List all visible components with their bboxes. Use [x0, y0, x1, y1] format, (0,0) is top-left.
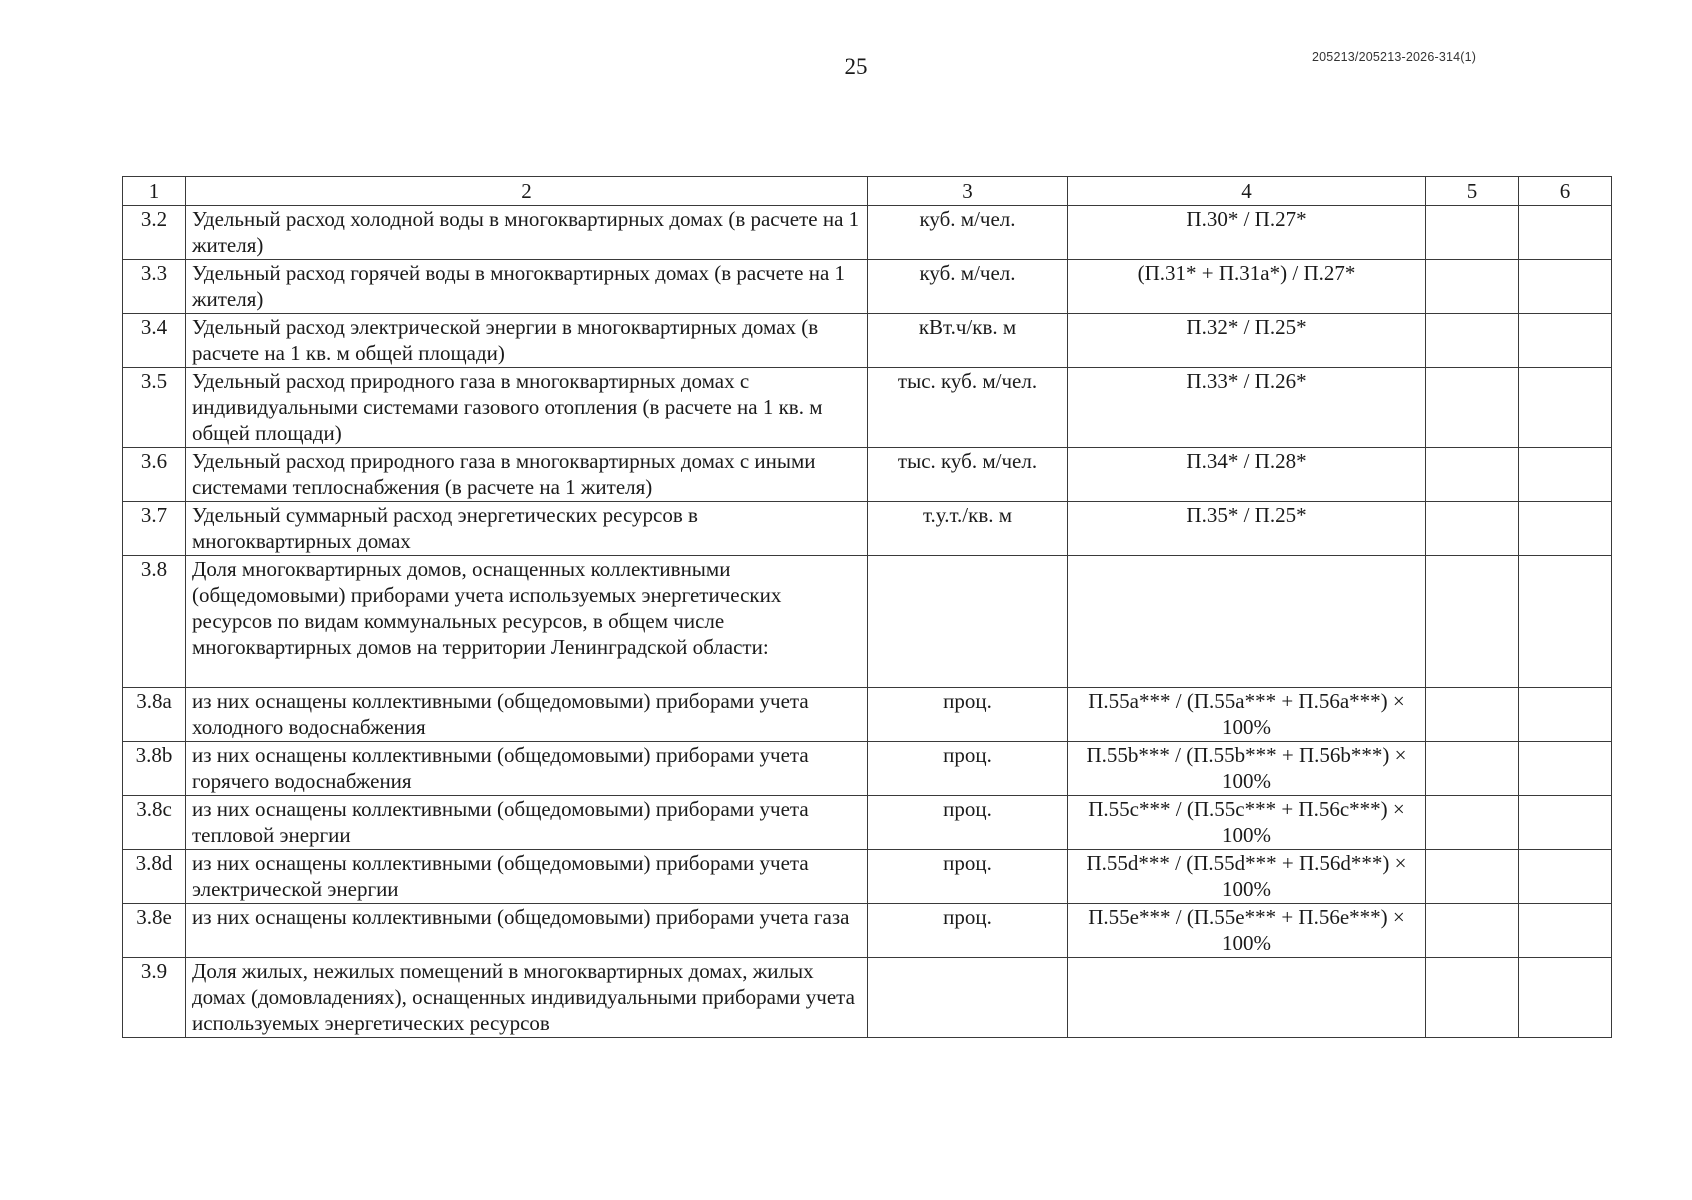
row-col5	[1426, 742, 1519, 796]
row-description: Доля многоквартирных домов, оснащенных коллективными (общедомовыми) приборами учета используемых энергетических ресурсов по видам коммунальных ресурсов, в общем числе многоквартирных домов на территории Ленинградской области:	[186, 556, 868, 688]
row-unit	[868, 556, 1068, 688]
row-formula: (П.31* + П.31а*) / П.27*	[1068, 260, 1426, 314]
row-col5	[1426, 368, 1519, 448]
row-formula: П.55e*** / (П.55e*** + П.56e***) × 100%	[1068, 904, 1426, 958]
row-number: 3.8a	[123, 688, 186, 742]
row-col6	[1519, 556, 1612, 688]
row-description: Удельный расход природного газа в многоквартирных домах с иными системами теплоснабжения (в расчете на 1 жителя)	[186, 448, 868, 502]
row-formula: П.35* / П.25*	[1068, 502, 1426, 556]
row-description: из них оснащены коллективными (общедомовыми) приборами учета горячего водоснабжения	[186, 742, 868, 796]
table-row	[123, 850, 1612, 904]
row-col5	[1426, 206, 1519, 260]
row-description: Удельный расход холодной воды в многоквартирных домах (в расчете на 1 жителя)	[186, 206, 868, 260]
column-header: 6	[1519, 177, 1612, 206]
row-unit: проц.	[868, 742, 1068, 796]
row-col5	[1426, 850, 1519, 904]
row-unit	[868, 958, 1068, 1038]
row-col6	[1519, 260, 1612, 314]
row-description: Удельный расход природного газа в многоквартирных домах с индивидуальными системами газового отопления (в расчете на 1 кв. м общей площади)	[186, 368, 868, 448]
column-header: 5	[1426, 177, 1519, 206]
row-col6	[1519, 742, 1612, 796]
row-col5	[1426, 556, 1519, 688]
row-description: Доля жилых, нежилых помещений в многоквартирных домах, жилых домах (домовладениях), оснащенных индивидуальными приборами учета используемых энергетических ресурсов	[186, 958, 868, 1038]
row-col5	[1426, 260, 1519, 314]
row-col6	[1519, 314, 1612, 368]
table-row	[123, 206, 1612, 260]
table-row	[123, 796, 1612, 850]
table-header-row	[123, 177, 1612, 206]
column-header: 1	[123, 177, 186, 206]
row-description: из них оснащены коллективными (общедомовыми) приборами учета электрической энергии	[186, 850, 868, 904]
row-col6	[1519, 502, 1612, 556]
row-col6	[1519, 368, 1612, 448]
row-unit: тыс. куб. м/чел.	[868, 368, 1068, 448]
table-row	[123, 314, 1612, 368]
column-header: 2	[186, 177, 868, 206]
table-row	[123, 958, 1612, 1038]
table-row	[123, 448, 1612, 502]
row-unit: проц.	[868, 688, 1068, 742]
table-row	[123, 556, 1612, 688]
row-description: из них оснащены коллективными (общедомовыми) приборами учета тепловой энергии	[186, 796, 868, 850]
row-number: 3.5	[123, 368, 186, 448]
row-unit: проц.	[868, 796, 1068, 850]
row-number: 3.4	[123, 314, 186, 368]
row-formula: П.55a*** / (П.55a*** + П.56a***) × 100%	[1068, 688, 1426, 742]
table-row	[123, 688, 1612, 742]
row-unit: куб. м/чел.	[868, 260, 1068, 314]
row-description: Удельный расход электрической энергии в многоквартирных домах (в расчете на 1 кв. м общей площади)	[186, 314, 868, 368]
row-unit: проц.	[868, 850, 1068, 904]
row-unit: проц.	[868, 904, 1068, 958]
row-formula: П.55b*** / (П.55b*** + П.56b***) × 100%	[1068, 742, 1426, 796]
row-number: 3.2	[123, 206, 186, 260]
row-formula: П.55c*** / (П.55c*** + П.56c***) × 100%	[1068, 796, 1426, 850]
row-description: из них оснащены коллективными (общедомовыми) приборами учета газа	[186, 904, 868, 958]
row-col6	[1519, 796, 1612, 850]
row-col6	[1519, 850, 1612, 904]
row-col6	[1519, 206, 1612, 260]
row-unit: куб. м/чел.	[868, 206, 1068, 260]
table-row	[123, 904, 1612, 958]
row-col6	[1519, 958, 1612, 1038]
row-col6	[1519, 904, 1612, 958]
document-id: 205213/205213-2026-314(1)	[1312, 50, 1477, 64]
row-formula: П.30* / П.27*	[1068, 206, 1426, 260]
row-description: Удельный расход горячей воды в многоквартирных домах (в расчете на 1 жителя)	[186, 260, 868, 314]
column-header: 3	[868, 177, 1068, 206]
row-number: 3.3	[123, 260, 186, 314]
row-formula: П.32* / П.25*	[1068, 314, 1426, 368]
row-number: 3.8e	[123, 904, 186, 958]
row-formula	[1068, 958, 1426, 1038]
table-row	[123, 742, 1612, 796]
row-number: 3.8	[123, 556, 186, 688]
page-number: 25	[844, 54, 868, 79]
table-row	[123, 502, 1612, 556]
row-description: из них оснащены коллективными (общедомовыми) приборами учета холодного водоснабжения	[186, 688, 868, 742]
row-col5	[1426, 688, 1519, 742]
row-col5	[1426, 502, 1519, 556]
row-unit: тыс. куб. м/чел.	[868, 448, 1068, 502]
row-col5	[1426, 958, 1519, 1038]
row-unit: т.у.т./кв. м	[868, 502, 1068, 556]
row-number: 3.7	[123, 502, 186, 556]
row-col5	[1426, 904, 1519, 958]
row-col6	[1519, 448, 1612, 502]
row-formula	[1068, 556, 1426, 688]
row-number: 3.8b	[123, 742, 186, 796]
row-description: Удельный суммарный расход энергетических ресурсов в многоквартирных домах	[186, 502, 868, 556]
row-col6	[1519, 688, 1612, 742]
row-formula: П.33* / П.26*	[1068, 368, 1426, 448]
indicators-table	[122, 176, 1612, 1038]
row-col5	[1426, 796, 1519, 850]
row-number: 3.6	[123, 448, 186, 502]
row-number: 3.9	[123, 958, 186, 1038]
table-row	[123, 260, 1612, 314]
row-number: 3.8c	[123, 796, 186, 850]
row-unit: кВт.ч/кв. м	[868, 314, 1068, 368]
row-col5	[1426, 314, 1519, 368]
row-number: 3.8d	[123, 850, 186, 904]
row-formula: П.34* / П.28*	[1068, 448, 1426, 502]
column-header: 4	[1068, 177, 1426, 206]
table-row	[123, 368, 1612, 448]
row-col5	[1426, 448, 1519, 502]
row-formula: П.55d*** / (П.55d*** + П.56d***) × 100%	[1068, 850, 1426, 904]
